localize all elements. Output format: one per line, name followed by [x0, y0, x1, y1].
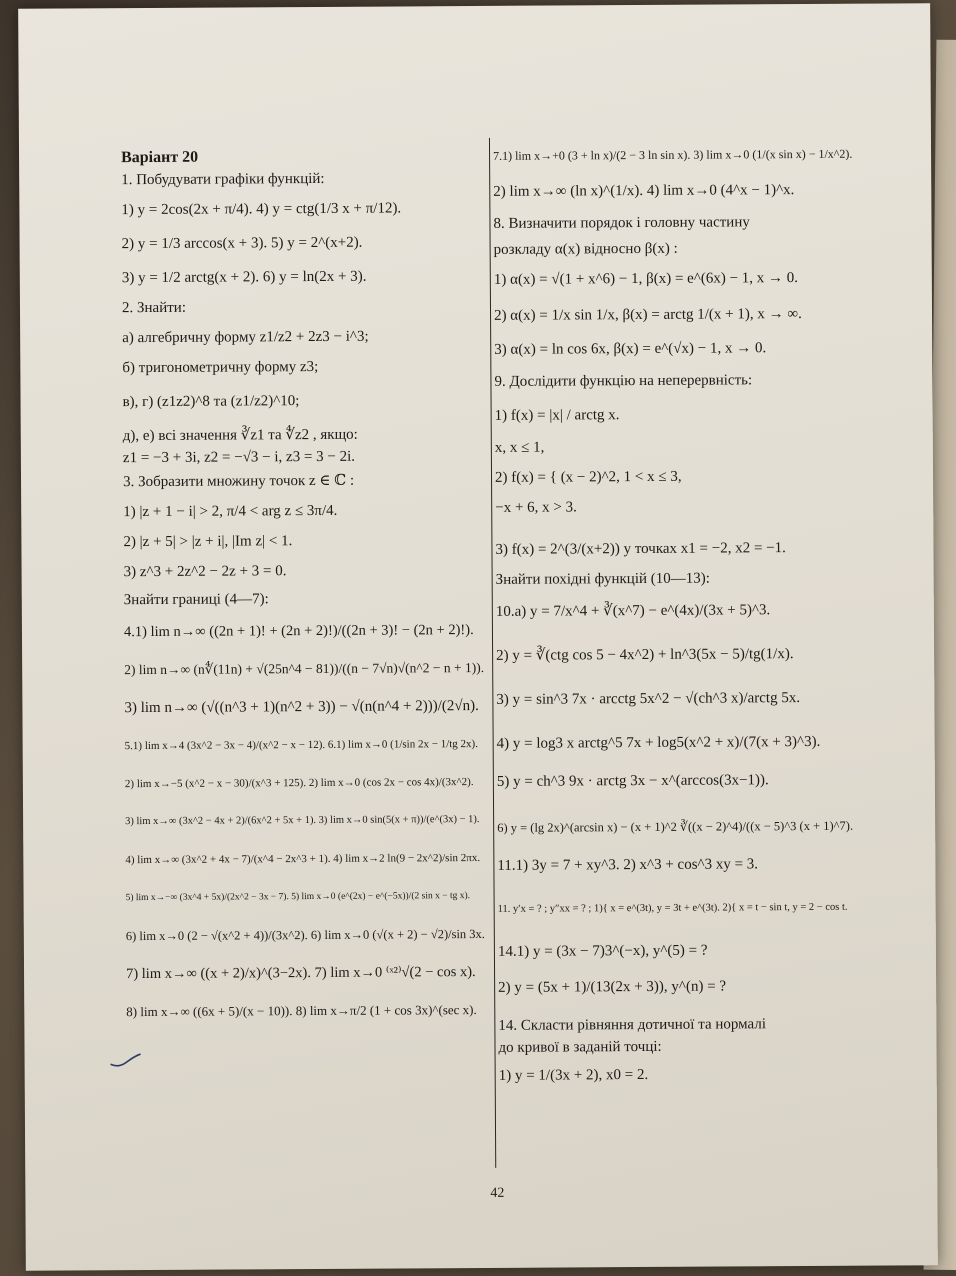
left-line: 1. Побудувати графіки функцій:	[121, 170, 325, 189]
left-line: 6) lim x→0 (2 − √(x^2 + 4))/(3x^2). 6) lim x→0 (√(x + 2) − √2)/sin 3x.	[125, 926, 485, 944]
left-line: 3) lim n→∞ (√((n^3 + 1)(n^2 + 3)) − √(n(n^4 + 2)))/(2√n).	[124, 697, 479, 717]
left-line: б) тригонометричну форму z3;	[122, 358, 319, 377]
right-line: 2) α(x) = 1/x sin 1/x, β(x) = arctg 1/(x + 1), x → ∞.	[493, 306, 802, 324]
right-line: 2) lim x→∞ (ln x)^(1/x). 4) lim x→0 (4^x − 1)^x.	[493, 182, 795, 200]
right-line: 1) α(x) = √(1 + x^6) − 1, β(x) = e^(6x) − 1, x → 0.	[493, 270, 799, 288]
left-line: 7) lim x→∞ ((x + 2)/x)^(3−2x). 7) lim x→0 ⁽ˣ²⁾√(2 − cos x).	[126, 964, 476, 983]
page-number: 42	[490, 1185, 505, 1201]
right-line: Знайти похідні функцій (10—13):	[495, 570, 710, 588]
right-line: −x + 6, x > 3.	[495, 499, 577, 516]
left-line: а) алгебричну форму z1/z2 + 2z3 − i^3;	[122, 328, 369, 347]
right-line: розкладу α(x) відносно β(x) :	[493, 240, 678, 258]
left-line: в), г) (z1z2)^8 та (z1/z2)^10;	[122, 393, 300, 411]
left-line: 3) y = 1/2 arctg(x + 2). 6) y = ln(2x + 3).	[121, 268, 367, 287]
right-line: 7.1) lim x→+0 (3 + ln x)/(2 − 3 ln sin x). 3) lim x→0 (1/(x sin x) − 1/x^2).	[493, 146, 853, 163]
right-line: 2) y = ∛(ctg cos 5 − 4x^2) + ln^3(5x − 5)/tg(1/x).	[496, 646, 794, 664]
left-line: 1) |z + 1 − i| > 2, π/4 < arg z ≤ 3π/4.	[123, 502, 338, 521]
left-line: д), е) всі значення ∛z1 та ∜z2 , якщо:	[122, 426, 358, 445]
right-line: 3) f(x) = 2^(3/(x+2)) у точках x1 = −2, x2 = −1.	[495, 540, 786, 558]
left-line: 2) lim x→−5 (x^2 − x − 30)/(x^3 + 125). 2) lim x→0 (cos 2x − cos 4x)/(3x^2).	[124, 776, 474, 791]
left-line: 1) y = 2cos(2x + π/4). 4) y = ctg(1/3 x + π/12).	[121, 200, 402, 219]
pen-mark-icon	[109, 1050, 143, 1070]
left-line: Варіант 20	[121, 148, 199, 167]
left-line: 2) lim n→∞ (n∜(11n) + √(25n^4 − 81))/((n − 7√n)√(n^2 − n + 1)).	[124, 659, 485, 678]
left-line: 3) lim x→∞ (3x^2 − 4x + 2)/(6x^2 + 5x + 1). 3) lim x→0 sin(5(x + π))/(e^(3x) − 1).	[125, 813, 480, 828]
right-line: 8. Визначити порядок і головну частину	[493, 214, 750, 232]
right-line: 9. Дослідити функцію на неперервність:	[494, 372, 753, 390]
left-line: z1 = −3 + 3i, z2 = −√3 − i, z3 = 3 − 2i.	[122, 448, 356, 467]
left-line: 8) lim x→∞ ((6x + 5)/(x − 10)). 8) lim x→π/2 (1 + cos 3x)^(sec x).	[126, 1002, 477, 1020]
left-line: 2) y = 1/3 arccos(x + 3). 5) y = 2^(x+2).	[121, 234, 363, 253]
right-line: 10.а) y = 7/x^4 + ∛(x^7) − e^(4x)/(3x + 5)^3.	[495, 602, 771, 620]
left-line: 3) z^3 + 2z^2 − 2z + 3 = 0.	[123, 563, 287, 581]
right-line: 3) y = sin^3 7x · arcctg 5x^2 − √(ch^3 x)/arctg 5x.	[496, 690, 801, 708]
left-line: 3. Зобразити множину точок z ∈ ℂ :	[122, 472, 355, 491]
right-line: 11.1) 3y = 7 + xy^3. 2) x^3 + cos^3 xy = 3.	[497, 856, 759, 874]
right-line: 4) y = log3 x arctg^5 7x + log5(x^2 + x)/(7(x + 3)^3).	[496, 733, 821, 752]
right-column	[493, 146, 859, 1084]
left-column	[121, 148, 486, 1020]
right-line: 2) f(x) = { (x − 2)^2, 1 < x ≤ 3,	[494, 468, 682, 486]
right-line: 6) y = (lg 2x)^(arcsin x) − (x + 1)^2 ∛((x − 2)^4)/((x − 5)^3 (x + 1)^7).	[497, 818, 854, 835]
right-line: 14. Скласти рівняння дотичної та нормалі	[498, 1016, 767, 1034]
right-line: до кривої в заданій точці:	[498, 1038, 662, 1056]
left-line: 4.1) lim n→∞ ((2n + 1)! + (2n + 2)!)/((2n + 3)! − (2n + 2)!).	[123, 622, 474, 641]
right-line: 2) y = (5x + 1)/(13(2x + 3)), y^(n) = ?	[498, 978, 727, 996]
right-line: 11. y′x = ? ; y″xx = ? ; 1){ x = e^(3t), y = 3t + e^(3t). 2){ x = t − sin t, y = 2 − cos t.	[497, 901, 848, 915]
right-line: x, x ≤ 1,	[494, 439, 545, 456]
left-line: 5.1) lim x→4 (3x^2 − 3x − 4)/(x^2 − x − 12). 6.1) lim x→0 (1/sin 2x − 1/tg 2x).	[124, 738, 478, 753]
right-line: 1) f(x) = |x| / arctg x.	[494, 407, 620, 424]
right-line: 5) y = ch^3 9x · arctg 3x − x^(arccos(3x−1)).	[496, 772, 769, 790]
left-line: Знайти границі (4—7):	[123, 591, 269, 609]
left-line: 2. Знайти:	[121, 299, 187, 317]
right-line: 1) y = 1/(3x + 2), x0 = 2.	[498, 1066, 649, 1084]
right-line: 14.1) y = (3x − 7)3^(−x), y^(5) = ?	[497, 942, 708, 960]
left-line: 4) lim x→∞ (3x^2 + 4x − 7)/(x^4 − 2x^3 + 1). 4) lim x→2 ln(9 − 2x^2)/sin 2πx.	[125, 851, 481, 867]
right-line: 3) α(x) = ln cos 6x, β(x) = e^(√x) − 1, x → 0.	[494, 340, 767, 358]
textbook-page	[18, 3, 938, 1271]
left-line: 5) lim x→−∞ (3x^4 + 5x)/(2x^2 − 3x − 7). 5) lim x→0 (e^(2x) − e^(−5x))/(2 sin x − tg x).	[125, 891, 471, 904]
left-line: 2) |z + 5| > |z + i|, |Im z| < 1.	[123, 533, 293, 551]
